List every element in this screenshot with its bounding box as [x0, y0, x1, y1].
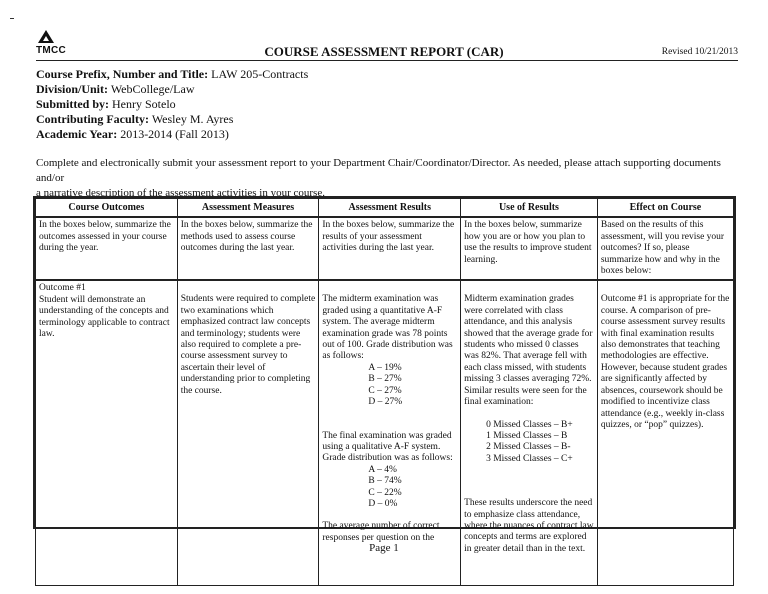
measures-text: Students were required to complete two examinations which emphasized contract law concepts and terminology; students were also required to complete a pre-course assessment survey to ascertain their level of understanding prior to completing the course. [180, 294, 316, 396]
table-header-row [36, 199, 734, 218]
grade-item: B – 74% [368, 476, 402, 487]
logo-mountain-icon [38, 30, 54, 44]
col-header-assessment-measures: Assessment Measures [177, 199, 319, 218]
logo-text: TMCC [36, 45, 67, 56]
outcome-cell [36, 280, 178, 586]
year-value: 2013-2014 (Fall 2013) [120, 127, 229, 141]
use-cell [461, 280, 598, 586]
effect-text: Outcome #1 is appropriate for the course. A comparison of pre-course assessment survey results with final examination results also demonstrates that teaching methodologies are effective. However, because student grades are significantly affected by absences, coursework should be modified to incentivize class attendance (e.g., weekly in-class quizzes, or “pop” quizzes). [600, 294, 730, 430]
grade-item: C – 27% [368, 385, 402, 396]
outcome-row [36, 280, 734, 586]
use-conclusion: These results underscore the need to emphasize class attendance, where the nuances of contract law concepts and terms are explored in greater detail than in the text. [464, 498, 594, 554]
results-description: In the boxes below, summarize the results of your assessment activities during the last year. [319, 217, 461, 280]
col-header-course-outcomes: Course Outcomes [36, 199, 178, 218]
grade-item: D – 0% [368, 498, 398, 509]
use-description: In the boxes below, summarize how you are or how you plan to use the results to improve student learning. [461, 217, 598, 280]
final-text: The final examination was graded using a qualitative A-F system. Grade distribution was as follows: [322, 430, 453, 464]
missed-item: 2 Missed Classes – B- [486, 442, 571, 453]
submitted-value: Henry Sotelo [112, 97, 176, 111]
results-cell [319, 280, 461, 586]
grade-item: D – 27% [368, 397, 403, 408]
col-header-effect-on-course: Effect on Course [597, 199, 733, 218]
year-row [36, 127, 308, 142]
grade-item: A – 19% [368, 362, 402, 373]
faculty-value: Wesley M. Ayres [151, 112, 234, 126]
instructions [36, 156, 746, 201]
col-header-assessment-results: Assessment Results [319, 199, 461, 218]
col-header-use-of-results: Use of Results [461, 199, 598, 218]
submitted-row [36, 97, 308, 112]
use-intro: Midterm examination grades were correlated with class attendance, and this analysis showed that the average grade for students who missed 0 classes was 82%. That average fell with each class missed, with students missing 3 classes averaging 72%. Similar results were seen for the final examination: [464, 294, 593, 408]
course-value: LAW 205-Contracts [211, 67, 309, 81]
report-title: COURSE ASSESSMENT REPORT (CAR) [264, 44, 504, 59]
year-label: Academic Year: [36, 127, 118, 141]
corner-mark [10, 18, 14, 19]
trailing-text: The average number of correct responses per question on the [322, 521, 440, 543]
outcome-title: Outcome #1 [39, 283, 86, 294]
division-value: WebCollege/Law [110, 82, 195, 96]
course-row [36, 67, 308, 82]
effect-description: Based on the results of this assessment, will you revise your outcomes? If so, please summarize how and why in the boxes below: [597, 217, 733, 280]
missed-item: 0 Missed Classes – B+ [486, 419, 573, 430]
course-info [36, 67, 308, 142]
faculty-row [36, 112, 308, 127]
outcomes-description: In the boxes below, summarize the outcomes assessed in your course during the year. [36, 217, 178, 280]
measures-cell [177, 280, 319, 586]
effect-cell [597, 280, 733, 586]
midterm-text: The midterm examination was graded using a quantitative A-F system. The average midterm examination grade was 78 points out of 100. Grade distribution was as follows: [322, 294, 453, 362]
measures-description: In the boxes below, summarize the methods used to assess course outcomes during the last year. [177, 217, 319, 280]
header-divider [36, 60, 738, 61]
missed-item: 3 Missed Classes – C+ [486, 453, 573, 464]
instructions-line: a narrative description of the assessment activities in your course. [36, 187, 325, 199]
outcome-text: Student will demonstrate an understanding of the concepts and terminology applicable to contract law. [39, 294, 170, 340]
page-number: Page 1 [369, 542, 399, 554]
division-label: Division/Unit: [36, 82, 109, 96]
submitted-label: Submitted by: [36, 97, 110, 111]
grade-item: C – 22% [368, 487, 402, 498]
course-label: Course Prefix, Number and Title: [36, 67, 209, 81]
faculty-label: Contributing Faculty: [36, 112, 150, 126]
instruction-row [36, 217, 734, 280]
instructions-line: Complete and electronically submit your assessment report to your Department Chair/Coordinator/Director. As needed, please attach supporting documents and/or [36, 157, 721, 184]
grade-item: B – 27% [368, 374, 402, 385]
revised-date: Revised 10/21/2013 [661, 47, 738, 57]
division-row [36, 82, 308, 97]
grade-item: A – 4% [368, 464, 397, 475]
missed-item: 1 Missed Classes – B [486, 430, 568, 441]
